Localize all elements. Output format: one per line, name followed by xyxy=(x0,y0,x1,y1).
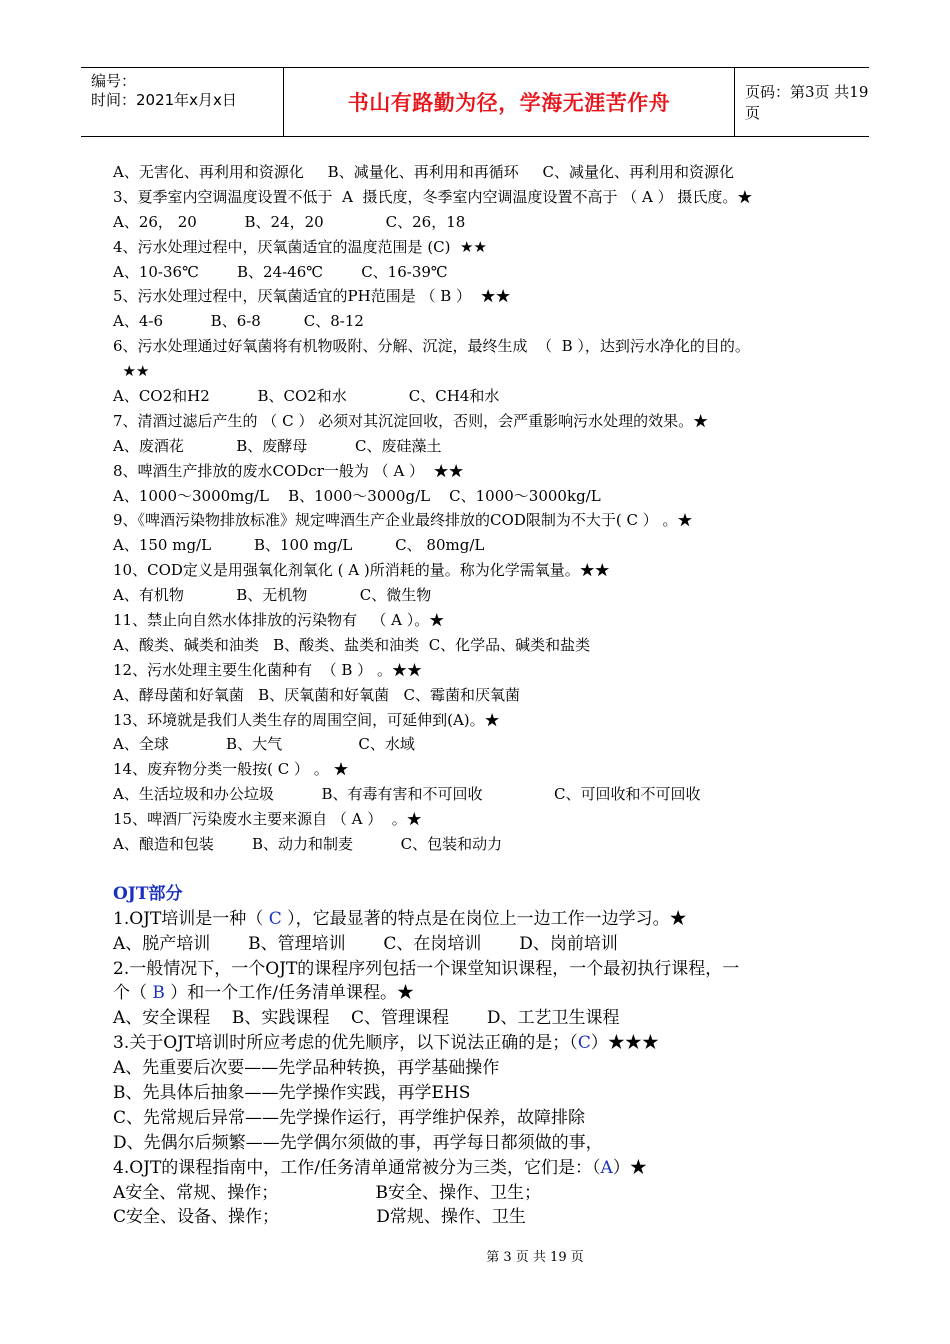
text-line: 3、夏季室内空调温度设置不低于 A 摄氏度，冬季室内空调温度设置不高于 （ A ） 摄氏度。★ xyxy=(113,187,753,206)
text-line: A、废酒花 B、废酵母 C、废硅藻土 xyxy=(113,436,442,455)
text-line: 5、污水处理过程中，厌氧菌适宜的PH范围是 （ B ） ★★ xyxy=(113,287,511,306)
text-line: 15、啤酒厂污染废水主要来源自 （ A ） 。★ xyxy=(113,810,422,829)
text-line: 14、废弃物分类一般按( C ） 。 ★ xyxy=(113,760,349,779)
answer-text: A xyxy=(600,1157,613,1178)
header-motto: 书山有路勤为径，学海无涯苦作舟 xyxy=(283,68,735,136)
question-text: 1.OJT培训是一种（ xyxy=(113,908,269,929)
page-footer: 第 3 页 共 19 页 xyxy=(486,1250,584,1265)
document-body xyxy=(113,160,853,1230)
text-line: A、酵母菌和好氧菌 B、厌氧菌和好氧菌 C、霉菌和厌氧菌 xyxy=(113,685,520,704)
text-line: A、酿造和包装 B、动力和制麦 C、包装和动力 xyxy=(113,835,503,854)
question-text: ）★★★ xyxy=(590,1033,659,1054)
question-text: 3.关于OJT培训时所应考虑的优先顺序，以下说法正确的是；（ xyxy=(113,1033,578,1054)
text-line: 7、清酒过滤后产生的 （ C ） 必须对其沉淀回收，否则，会严重影响污水处理的效果。★ xyxy=(113,411,709,430)
text-line: 4、污水处理过程中，厌氧菌适宜的温度范围是 (C) ★★ xyxy=(113,237,487,256)
text-line: A、1000～3000mg/L B、1000～3000g/L C、1000～3000kg/L xyxy=(113,486,601,505)
text-line: 10、COD定义是用强氧化剂氧化 ( A )所消耗的量。称为化学需氧量。★★ xyxy=(113,561,610,580)
document-number-label: 编号： xyxy=(91,72,137,90)
text-line: A、无害化、再利用和资源化 B、减量化、再利用和再循环 C、减量化、再利用和资源化 xyxy=(113,163,735,181)
options-line: C安全、设备、操作； D常规、操作、卫生 xyxy=(113,1207,526,1228)
option-line: D、先偶尔后频繁——先学偶尔须做的事，再学每日都须做的事， xyxy=(113,1132,603,1153)
option-line: B、先具体后抽象——先学操作实践，再学EHS xyxy=(113,1082,471,1103)
question-line xyxy=(113,981,853,1006)
answer-text: C xyxy=(268,908,282,929)
header-page-info: 页码：第3页 共19页 xyxy=(745,83,869,122)
header-meta xyxy=(81,68,283,136)
text-line: 6、污水处理通过好氧菌将有机物吸附、分解、沉淀，最终生成 （ B ），达到污水净化的目的。 xyxy=(113,337,750,356)
question-line xyxy=(113,1156,853,1181)
text-line: 13、环境就是我们人类生存的周围空间，可延伸到(A)。★ xyxy=(113,710,500,729)
text-line: A、26， 20 B、24，20 C、26，18 xyxy=(113,212,466,231)
document-date-label: 时间：2021年x月x日 xyxy=(91,91,237,109)
question-text: ）★ xyxy=(612,1157,647,1178)
section-gap xyxy=(113,857,853,882)
question-line xyxy=(113,907,853,932)
options-line: A、安全课程 B、实践课程 C、管理课程 D、工艺卫生课程 xyxy=(113,1008,620,1029)
options-line: A、脱产培训 B、管理培训 C、在岗培训 D、岗前培训 xyxy=(113,933,618,954)
question-line xyxy=(113,1031,853,1056)
text-line: A、生活垃圾和办公垃圾 B、有毒有害和不可回收 C、可回收和不可回收 xyxy=(113,785,701,804)
page-header xyxy=(81,67,869,137)
text-line: A、酸类、碱类和油类 B、酸类、盐类和油类 C、化学品、碱类和盐类 xyxy=(113,635,591,654)
text-line: 11、禁止向自然水体排放的污染物有 （ A ）。★ xyxy=(113,611,445,630)
question-text: 个（ xyxy=(113,983,153,1004)
text-line: A、全球 B、大气 C、水域 xyxy=(113,735,415,754)
option-line: C、先常规后异常——先学操作运行，再学维护保养，故障排除 xyxy=(113,1107,586,1128)
options-line: A安全、常规、操作； B安全、操作、卫生； xyxy=(113,1182,542,1203)
text-line: 12、污水处理主要生化菌种有 （ B ） 。★★ xyxy=(113,660,422,679)
ojt-section xyxy=(113,882,853,1230)
question-line: 2.一般情况下，一个OJT的课程序列包括一个课堂知识课程，一个最初执行课程，一 xyxy=(113,958,740,979)
text-line: A、4-6 B、6-8 C、8-12 xyxy=(113,312,364,331)
answer-text: C xyxy=(577,1033,591,1054)
question-text: 4.OJT的课程指南中，工作/任务清单通常被分为三类，它们是：（ xyxy=(113,1157,601,1178)
option-line: A、先重要后次要——先学品种转换，再学基础操作 xyxy=(113,1058,500,1079)
text-line: 9、《啤酒污染物排放标准》规定啤酒生产企业最终排放的COD限制为不大于( C ） 。★ xyxy=(113,511,693,530)
section-title: OJT部分 xyxy=(113,883,183,904)
text-line: 8、啤酒生产排放的废水CODcr一般为 （ A ） ★★ xyxy=(113,461,464,480)
text-line: A、150 mg/L B、100 mg/L C、 80mg/L xyxy=(113,536,485,555)
text-line: ★★ xyxy=(113,362,150,381)
answer-text: B xyxy=(152,983,165,1004)
question-text: ）和一个工作/任务清单课程。★ xyxy=(164,983,415,1004)
text-line: A、10-36℃ B、24-46℃ C、16-39℃ xyxy=(113,262,448,281)
text-line: A、有机物 B、无机物 C、微生物 xyxy=(113,586,432,605)
question-text: ），它最显著的特点是在岗位上一边工作一边学习。★ xyxy=(281,908,687,929)
text-line: A、CO2和H2 B、CO2和水 C、CH4和水 xyxy=(113,387,500,406)
